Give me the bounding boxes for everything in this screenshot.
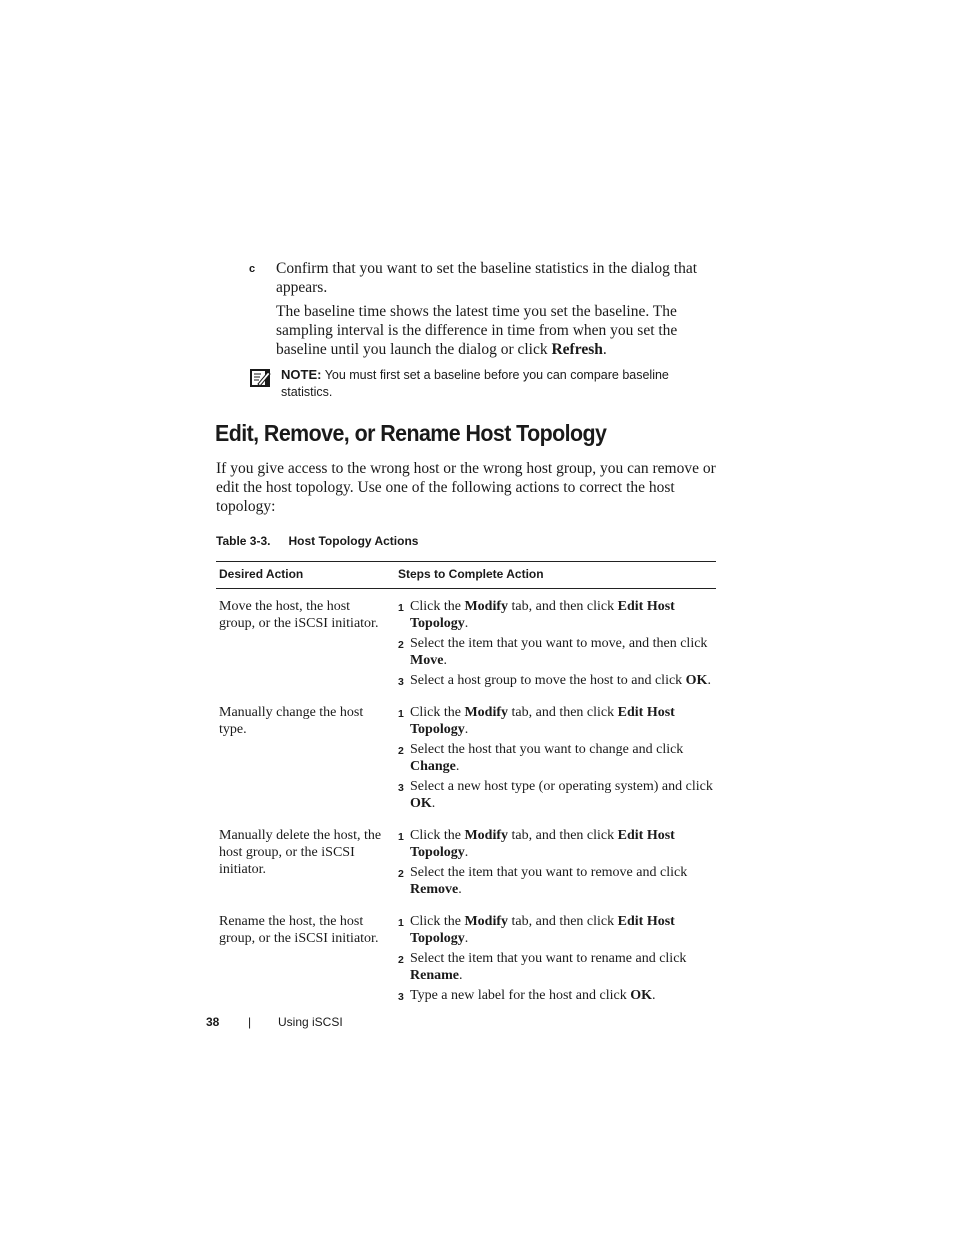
caption-title: Host Topology Actions bbox=[288, 534, 419, 548]
step-text: tab, and then click bbox=[508, 599, 618, 614]
ui-term: OK bbox=[685, 673, 708, 688]
step-item bbox=[398, 672, 713, 689]
step-number: 1 bbox=[398, 708, 404, 720]
step-number: 1 bbox=[398, 602, 404, 614]
ui-term: Change bbox=[410, 759, 456, 774]
step-item bbox=[398, 913, 713, 947]
steps-list bbox=[398, 598, 713, 689]
steps-cell bbox=[395, 704, 716, 827]
note-label: NOTE: bbox=[281, 367, 322, 382]
step-text: Type a new label for the host and click bbox=[410, 988, 631, 1003]
step-text: . bbox=[458, 882, 462, 897]
note-text bbox=[281, 366, 711, 401]
step-text: . bbox=[464, 931, 469, 946]
refresh-term: Refresh bbox=[551, 341, 603, 358]
ui-term: Modify bbox=[464, 599, 508, 614]
step-text: . bbox=[707, 673, 711, 688]
step-number: 3 bbox=[398, 991, 404, 1003]
step-text: tab, and then click bbox=[508, 705, 618, 720]
table-row bbox=[216, 913, 716, 1019]
steps-cell bbox=[395, 827, 716, 913]
step-number: 3 bbox=[398, 676, 404, 688]
host-topology-table bbox=[216, 561, 716, 1019]
step-text: Confirm that you want to set the baseline statistics in the dialog that appears. bbox=[276, 260, 698, 296]
step-item bbox=[398, 950, 713, 984]
note-box bbox=[249, 366, 719, 401]
steps-cell bbox=[395, 913, 716, 1019]
step-number: 2 bbox=[398, 954, 404, 966]
step-number: 2 bbox=[398, 868, 404, 880]
step-text: Click the bbox=[410, 705, 465, 720]
step-text: . bbox=[464, 845, 469, 860]
ui-term: Modify bbox=[464, 914, 508, 929]
ui-term: Modify bbox=[464, 705, 508, 720]
ui-term: Edit Host Topology bbox=[410, 705, 675, 737]
step-marker: c bbox=[249, 263, 256, 275]
step-text: . bbox=[443, 653, 447, 668]
step-number: 1 bbox=[398, 917, 404, 929]
header-desired-action: Desired Action bbox=[216, 562, 395, 589]
step-item bbox=[398, 598, 713, 632]
step-detail-text: The baseline time shows the latest time you set the baseline. The sampling interval is the difference in time from when you set the baseline until you launch the dialog or click bbox=[276, 303, 678, 358]
ui-term: Edit Host Topology bbox=[410, 599, 675, 631]
step-text: Select a host group to move the host to and click bbox=[410, 673, 686, 688]
step-number: 1 bbox=[398, 831, 404, 843]
step-text: . bbox=[652, 988, 656, 1003]
footer-separator: | bbox=[248, 1015, 252, 1029]
steps-list bbox=[398, 827, 713, 898]
table-row bbox=[216, 589, 716, 705]
header-steps: Steps to Complete Action bbox=[395, 562, 716, 589]
caption-number: Table 3-3. bbox=[216, 534, 271, 548]
step-item bbox=[398, 987, 713, 1004]
ui-term: OK bbox=[630, 988, 653, 1003]
step-text: tab, and then click bbox=[508, 914, 618, 929]
step-text: Click the bbox=[410, 914, 465, 929]
step-text: Click the bbox=[410, 599, 465, 614]
steps-list bbox=[398, 913, 713, 1004]
action-cell: Manually delete the host, the host group, or the iSCSI initiator. bbox=[219, 828, 382, 877]
table-row bbox=[216, 704, 716, 827]
step-text: Click the bbox=[410, 828, 465, 843]
step-text: . bbox=[464, 616, 469, 631]
action-cell: Move the host, the host group, or the iSCSI initiator. bbox=[219, 599, 379, 631]
page-footer bbox=[206, 1015, 343, 1029]
step-detail bbox=[276, 302, 716, 359]
step-number: 2 bbox=[398, 745, 404, 757]
step-text: Select the item that you want to move, and then click bbox=[410, 636, 708, 651]
step-number: 2 bbox=[398, 639, 404, 651]
step-text: Select a new host type (or operating system) and click bbox=[410, 779, 713, 794]
step-item bbox=[398, 864, 713, 898]
step-number: 3 bbox=[398, 782, 404, 794]
table-header-row bbox=[216, 562, 716, 589]
note-body: You must first set a baseline before you can compare baseline statistics. bbox=[281, 368, 669, 399]
steps-cell bbox=[395, 589, 716, 705]
step-text: . bbox=[459, 968, 463, 983]
step-item bbox=[398, 704, 713, 738]
ui-term: Edit Host Topology bbox=[410, 914, 675, 946]
step-detail-end: . bbox=[602, 341, 607, 358]
ui-term: Remove bbox=[410, 882, 459, 897]
step-item bbox=[398, 778, 713, 812]
step-item bbox=[398, 635, 713, 669]
step-text: Select the host that you want to change and click bbox=[410, 742, 684, 757]
action-cell: Rename the host, the host group, or the iSCSI initiator. bbox=[219, 914, 379, 946]
step-text: . bbox=[431, 796, 436, 811]
section-heading: Edit, Remove, or Rename Host Topology bbox=[215, 420, 607, 446]
page-number: 38 bbox=[206, 1015, 220, 1029]
steps-list bbox=[398, 704, 713, 812]
pencil-note-icon bbox=[249, 368, 271, 388]
ui-term: Edit Host Topology bbox=[410, 828, 675, 860]
action-cell: Manually change the host type. bbox=[219, 705, 364, 737]
step-text: Select the item that you want to remove and click bbox=[410, 865, 688, 880]
step-text: . bbox=[464, 722, 469, 737]
step-text: tab, and then click bbox=[508, 828, 618, 843]
ui-term: Modify bbox=[464, 828, 508, 843]
step-item bbox=[398, 827, 713, 861]
step-text: . bbox=[455, 759, 460, 774]
table-caption bbox=[216, 534, 418, 548]
ui-term: Move bbox=[410, 653, 444, 668]
step-item bbox=[398, 741, 713, 775]
ui-term: Rename bbox=[410, 968, 459, 983]
footer-section-title: Using iSCSI bbox=[278, 1015, 343, 1029]
table-row bbox=[216, 827, 716, 913]
ui-term: OK bbox=[410, 796, 432, 811]
step-text: Select the item that you want to rename and click bbox=[410, 951, 687, 966]
intro-paragraph: If you give access to the wrong host or the wrong host group, you can remove or edit the host topology. Use one of the following actions to correct the host topology: bbox=[216, 460, 716, 515]
step-c bbox=[249, 259, 719, 359]
